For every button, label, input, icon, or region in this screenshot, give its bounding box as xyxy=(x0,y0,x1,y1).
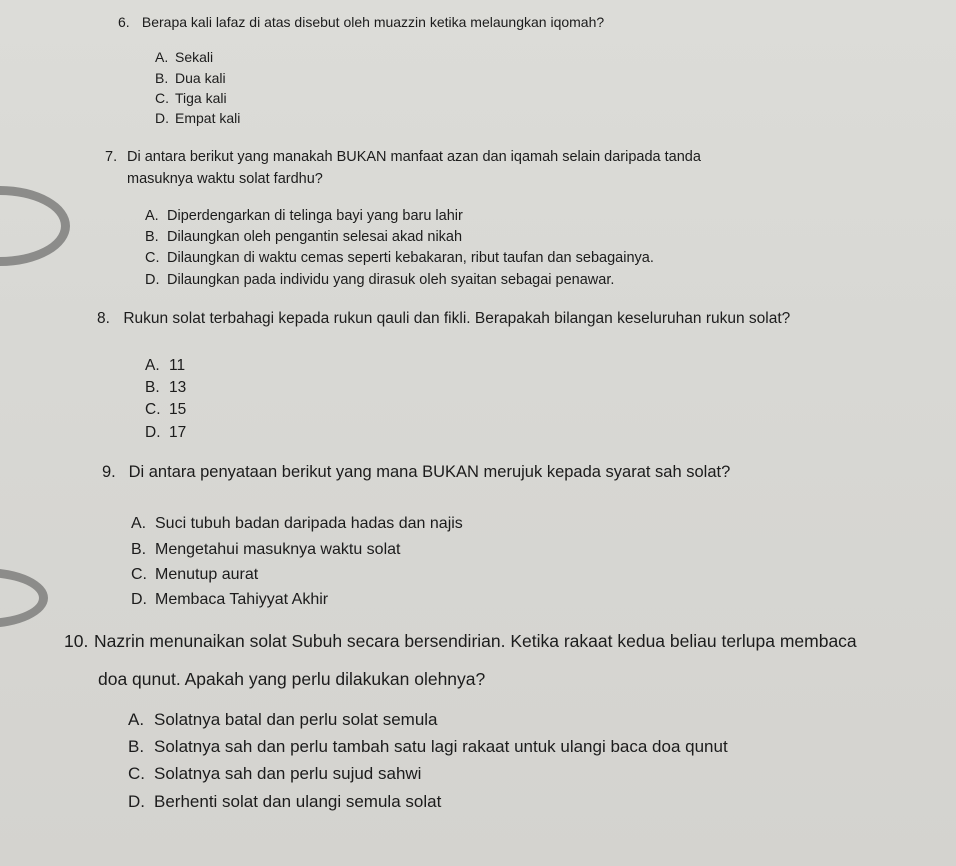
option-text: Dilaungkan di waktu cemas seperti kebakaran, ribut taufan dan sebagainya. xyxy=(167,250,654,266)
option-letter: C. xyxy=(131,566,147,583)
option-text: Dilaungkan pada individu yang dirasuk oleh syaitan sebagai penawar. xyxy=(167,272,615,288)
option-a[interactable] xyxy=(145,357,185,375)
option-letter: B. xyxy=(155,70,169,86)
question-text: Berapa kali lafaz di atas disebut oleh muazzin ketika melaungkan iqomah? xyxy=(141,14,605,30)
question-stem xyxy=(102,463,730,482)
question-stem xyxy=(64,622,857,698)
option-b[interactable] xyxy=(155,70,226,86)
option-a[interactable] xyxy=(128,710,438,730)
question-number: 10. xyxy=(64,631,89,651)
option-text: 15 xyxy=(169,401,187,418)
option-text: Diperdengarkan di telinga bayi yang baru lahir xyxy=(167,208,463,224)
question-stem xyxy=(97,310,790,328)
option-text: Solatnya sah dan perlu sujud sahwi xyxy=(154,764,422,783)
option-text: Solatnya sah dan perlu tambah satu lagi rakaat untuk ulangi baca doa qunut xyxy=(154,737,728,756)
option-d[interactable] xyxy=(128,792,441,812)
option-c[interactable] xyxy=(131,566,258,584)
option-b[interactable] xyxy=(128,737,728,757)
option-d[interactable] xyxy=(145,272,614,288)
option-letter: C. xyxy=(145,401,161,418)
option-letter: C. xyxy=(155,90,169,106)
option-letter: A. xyxy=(145,357,160,374)
option-text: Empat kali xyxy=(175,110,241,126)
question-number: 9. xyxy=(102,463,116,481)
option-text: 17 xyxy=(169,424,187,441)
option-letter: D. xyxy=(128,792,145,811)
option-d[interactable] xyxy=(145,424,186,442)
question-text-line-2: doa qunut. Apakah yang perlu dilakukan olehnya? xyxy=(98,669,486,689)
option-letter: C. xyxy=(145,250,160,266)
option-b[interactable] xyxy=(145,379,186,397)
option-letter: B. xyxy=(131,541,147,558)
option-a[interactable] xyxy=(145,208,463,224)
question-text-line-2: masuknya waktu solat fardhu? xyxy=(127,171,323,187)
question-text: Rukun solat terbahagi kepada rukun qauli dan fikli. Berapakah bilangan keseluruhan rukun solat? xyxy=(123,310,791,327)
question-number: 8. xyxy=(97,310,110,327)
option-letter: D. xyxy=(131,591,147,608)
question-text-line-1: Nazrin menunaikan solat Subuh secara bersendirian. Ketika rakaat kedua beliau terlupa membaca xyxy=(94,631,857,651)
option-letter: D. xyxy=(145,272,160,288)
option-letter: D. xyxy=(145,424,161,441)
option-text: Solatnya batal dan perlu solat semula xyxy=(154,710,438,729)
option-text: Membaca Tahiyyat Akhir xyxy=(155,591,329,608)
option-b[interactable] xyxy=(131,541,400,559)
option-letter: A. xyxy=(145,208,159,224)
question-number: 7. xyxy=(105,149,118,165)
option-text: Tiga kali xyxy=(175,90,227,106)
option-letter: B. xyxy=(145,379,160,396)
option-a[interactable] xyxy=(155,49,213,65)
option-c[interactable] xyxy=(155,90,227,106)
binder-ring-top xyxy=(0,186,70,266)
option-letter: B. xyxy=(145,229,159,245)
option-text: Berhenti solat dan ulangi semula solat xyxy=(154,792,442,811)
question-text-line-1: Di antara berikut yang manakah BUKAN manfaat azan dan iqamah selain daripada tanda xyxy=(127,149,701,165)
option-text: Menutup aurat xyxy=(155,566,259,583)
option-text: Dua kali xyxy=(175,70,226,86)
option-letter: C. xyxy=(128,764,145,783)
option-letter: A. xyxy=(131,515,147,532)
option-text: Sekali xyxy=(175,49,214,65)
option-letter: A. xyxy=(155,49,169,65)
option-text: Mengetahui masuknya waktu solat xyxy=(155,541,401,558)
question-text: Di antara penyataan berikut yang mana BUKAN merujuk kepada syarat sah solat? xyxy=(128,463,731,481)
question-stem xyxy=(118,14,604,30)
option-text: Dilaungkan oleh pengantin selesai akad nikah xyxy=(167,229,463,245)
option-c[interactable] xyxy=(145,250,654,266)
option-letter: B. xyxy=(128,737,145,756)
question-number: 6. xyxy=(118,14,130,30)
option-b[interactable] xyxy=(145,229,462,245)
option-d[interactable] xyxy=(155,110,240,126)
option-c[interactable] xyxy=(128,764,421,784)
option-a[interactable] xyxy=(131,515,463,533)
option-text: 11 xyxy=(169,357,186,374)
option-letter: D. xyxy=(155,110,169,126)
binder-ring-bottom xyxy=(0,568,48,628)
option-text: Suci tubuh badan daripada hadas dan najis xyxy=(155,515,463,532)
question-stem xyxy=(105,146,701,190)
option-d[interactable] xyxy=(131,591,328,609)
option-letter: A. xyxy=(128,710,145,729)
option-text: 13 xyxy=(169,379,187,396)
option-c[interactable] xyxy=(145,401,186,419)
